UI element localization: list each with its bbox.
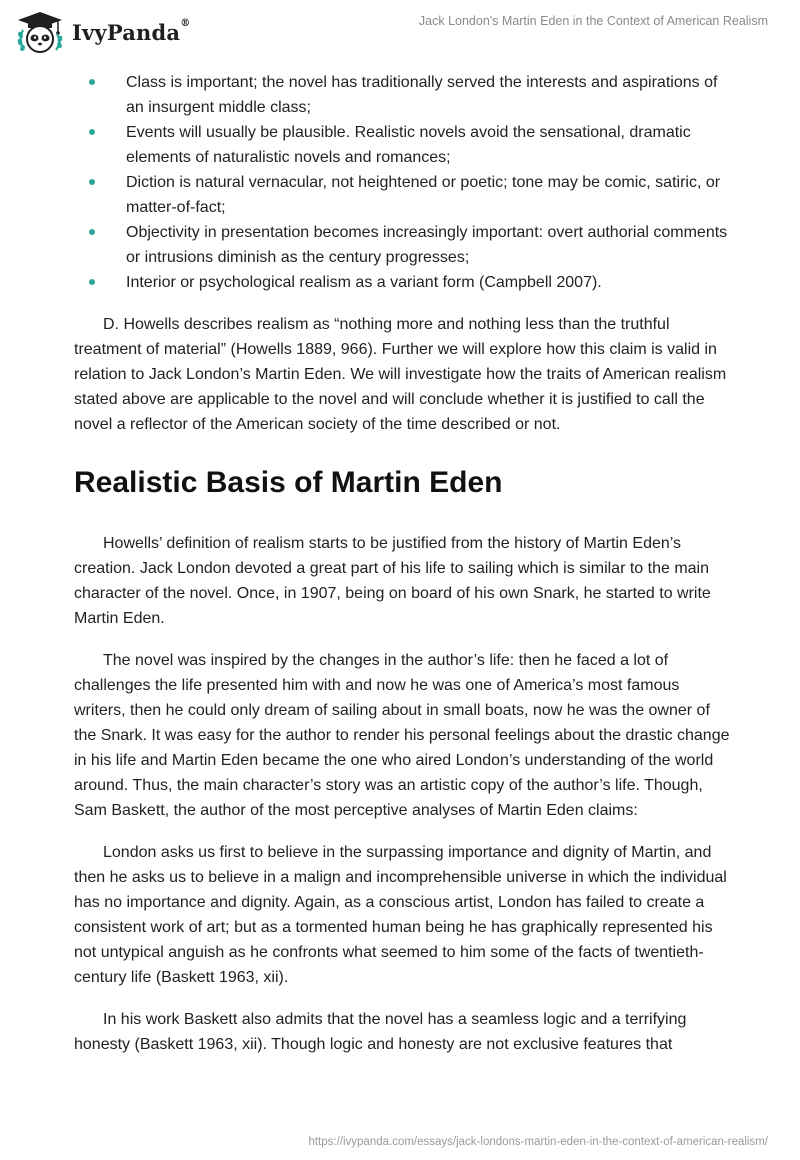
bullet-icon [89, 279, 95, 285]
bullet-icon [89, 79, 95, 85]
paragraph: The novel was inspired by the changes in the author’s life: then he faced a lot of challenges the life presented him with and now he was one of America’s most famous writers, then he could only dream of sailing about in small boats, now he was the owner of the Snark. It was easy for the author to render his personal feelings about the drastic change in his life and Martin Eden became the one who aired London’s understanding of the world around. Thus, the main character’s story was an artistic copy of the author’s life. Though, Sam Baskett, the author of the most perceptive analyses of Martin Eden claims: [74, 652, 730, 819]
list-item: Diction is natural vernacular, not heightened or poetic; tone may be comic, satiric, or matter-of-fact; [74, 170, 734, 220]
panda-graduate-icon [14, 10, 66, 54]
page-header [0, 0, 800, 62]
paragraph: Howells’ definition of realism starts to be justified from the history of Martin Eden’s creation. Jack London devoted a great part of his life to sailing which is similar to the main character of the novel. Once, in 1907, being on board of his own Snark, he started to write Martin Eden. [74, 535, 711, 627]
list-item: Events will usually be plausible. Realistic novels avoid the sensational, dramatic elements of naturalistic novels and romances; [74, 120, 734, 170]
block-quote: London asks us first to believe in the surpassing importance and dignity of Martin, and then he asks us to believe in a malign and incomprehensible universe in which the individual has no importance and dignity. Again, as a conscious artist, London has failed to create a consistent work of art; but as a tormented human being he has graphically represented his not untypical anguish as he confronts what seemed to him some of the facts of twentieth-century life (Baskett 1963, xii). [74, 844, 727, 986]
section-heading: Realistic Basis of Martin Eden [74, 466, 503, 499]
article-body [74, 70, 734, 1057]
ivypanda-logo[interactable] [14, 10, 190, 54]
bullet-icon [89, 129, 95, 135]
list-item: Objectivity in presentation becomes increasingly important: overt authorial comments or intrusions diminish as the century progresses; [74, 220, 734, 270]
bullet-icon [89, 179, 95, 185]
logo-wordmark: IvyPanda® [72, 17, 191, 45]
realism-traits-list [74, 70, 734, 295]
list-item: Class is important; the novel has traditionally served the interests and aspirations of an insurgent middle class; [74, 70, 734, 120]
paragraph: In his work Baskett also admits that the novel has a seamless logic and a terrifying honesty (Baskett 1963, xii). Though logic and honesty are not exclusive features that [74, 1011, 687, 1053]
bullet-icon [89, 229, 95, 235]
source-url[interactable]: https://ivypanda.com/essays/jack-londons-martin-eden-in-the-context-of-american-realism/ [308, 1136, 768, 1148]
list-item: Interior or psychological realism as a variant form (Campbell 2007). [74, 270, 734, 295]
paragraph-intro: D. Howells describes realism as “nothing more and nothing less than the truthful treatment of material” (Howells 1889, 966). Further we will explore how this claim is valid in relation to Jack London’s Martin Eden. We will investigate how the traits of American realism stated above are applicable to the novel and will conclude whether it is justified to call the novel a reflector of the American society of the time described or not. [74, 316, 727, 433]
document-title: Jack London's Martin Eden in the Context of American Realism [418, 14, 768, 28]
